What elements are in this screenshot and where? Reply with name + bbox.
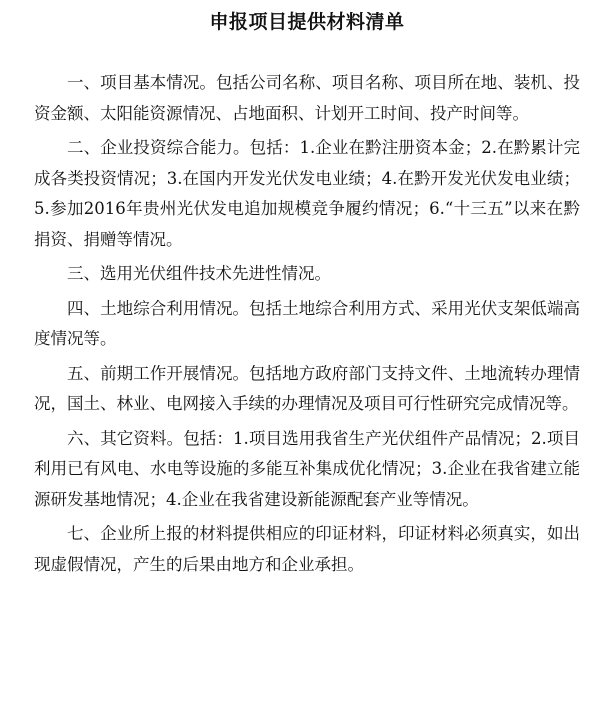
section-supporting-evidence: 七、企业所上报的材料提供相应的印证材料，印证材料必须真实，如出现虚假情况，产生的后果由地方和企业承担。 — [34, 524, 580, 574]
section-pv-module-technology: 三、选用光伏组件技术先进性情况。 — [67, 264, 331, 283]
section-basic-info: 一、项目基本情况。包括公司名称、项目名称、项目所在地、装机、投资金额、太阳能资源情况、占地面积、计划开工时间、投产时间等。 — [34, 73, 580, 123]
section-land-use: 四、土地综合利用情况。包括土地综合利用方式、采用光伏支架低端高度情况等。 — [34, 298, 580, 348]
section-preliminary-work: 五、前期工作开展情况。包括地方政府部门支持文件、土地流转办理情况，国土、林业、电网接入手续的办理情况及项目可行性研究完成情况等。 — [34, 363, 580, 413]
document-title: 申报项目提供材料清单 — [209, 11, 405, 33]
section-other-materials: 六、其它资料。包括：1.项目选用我省生产光伏组件产品情况；2.项目利用已有风电、水电等设施的多能互补集成优化情况；3.企业在我省建立能源研发基地情况；4.企业在我省建设新能源配套产业等情况。 — [34, 428, 580, 509]
section-investment-capacity: 二、企业投资综合能力。包括：1.企业在黔注册资本金；2.在黔累计完成各类投资情况；3.在国内开发光伏发电业绩；4.在黔开发光伏发电业绩；5.参加2016年贵州光伏发电追加规模竞争履约情况；6.“十三五”以来在黔捐资、捐赠等情况。 — [34, 138, 580, 249]
